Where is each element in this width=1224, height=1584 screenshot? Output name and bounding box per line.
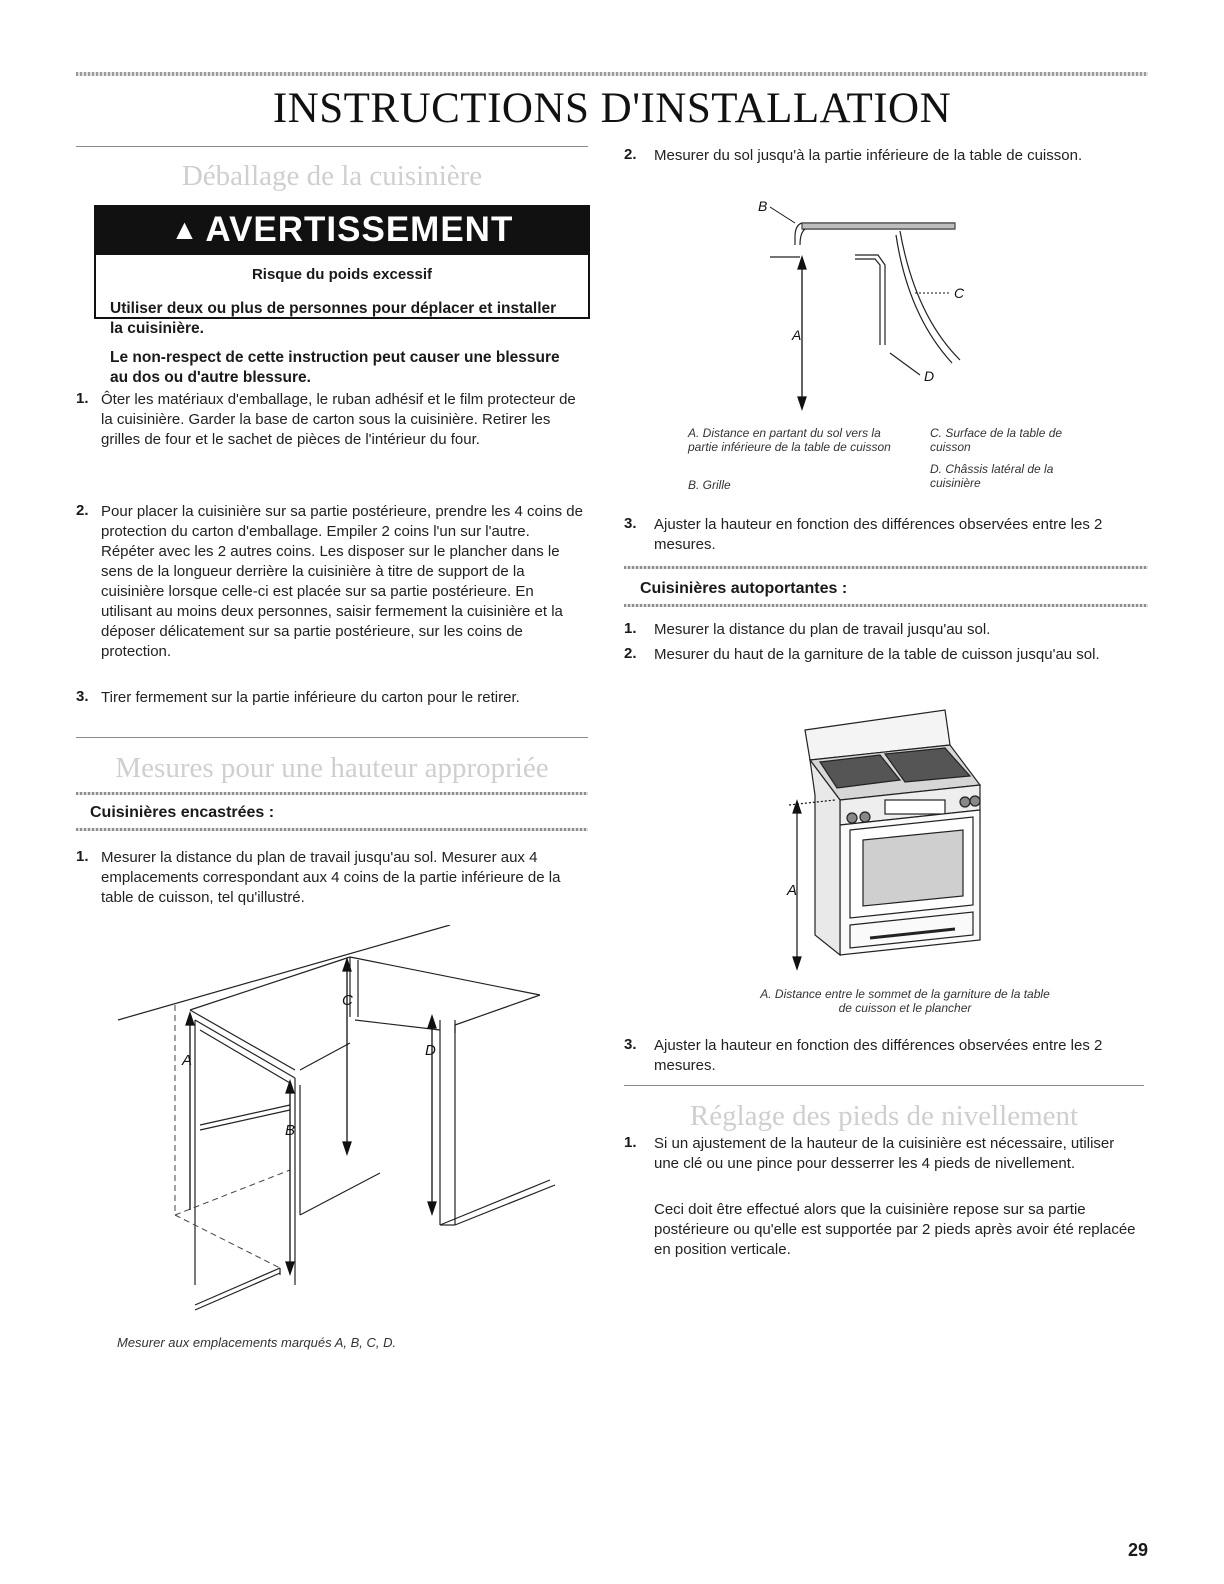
unpack-step-2: Pour placer la cuisinière sur sa partie postérieure, prendre les 4 coins de protection du carton d'emballage. Empiler 2 coins l'un sur l'autre. Répéter avec les 2 autres coins. Les disposer sur le plancher dans le sens de la longueur derrière la cuisinière à titre de support de la cuisinière lorsque celle-ci est placée sur sa partie postérieure. En utilisant au moins deux personnes, saisir fermement la cuisinière et la déposer délicatement sur sa partie postérieure, sur les coins de protection. bbox=[101, 503, 583, 660]
label-b: B bbox=[758, 198, 768, 214]
dotted-rule bbox=[624, 604, 1148, 607]
step-number: 2. bbox=[624, 645, 637, 662]
warning-triangle-icon: ▲ bbox=[170, 214, 200, 245]
label-a: A bbox=[787, 882, 798, 899]
top-rule bbox=[76, 72, 1148, 76]
subheading-built-in: Cuisinières encastrées : bbox=[90, 804, 275, 821]
subheading-freestanding: Cuisinières autoportantes : bbox=[640, 580, 848, 597]
label-d: D bbox=[425, 1042, 436, 1059]
section-rule bbox=[76, 737, 588, 738]
label-a: A bbox=[182, 1052, 193, 1069]
cabinet-measure-figure bbox=[100, 925, 570, 1330]
section-heading-leveling: Réglage des pieds de nivellement bbox=[689, 1100, 1079, 1132]
unpack-step-3: Tirer fermement sur la partie inférieure du carton pour le retirer. bbox=[101, 689, 520, 706]
section-rule bbox=[624, 1085, 1144, 1086]
freestanding-step-2: Mesurer du haut de la garniture de la table de cuisson jusqu'au sol. bbox=[654, 646, 1100, 663]
dotted-rule bbox=[624, 566, 1148, 569]
label-a: A bbox=[792, 327, 802, 343]
step-number: 1. bbox=[624, 620, 637, 637]
figure-caption-range: A. Distance entre le sommet de la garniture de la table de cuisson et le plancher bbox=[760, 987, 1050, 1015]
leveling-step-1: Si un ajustement de la hauteur de la cuisinière est nécessaire, utiliser une clé ou une pince pour desserrer les 4 pieds de nivellement. bbox=[654, 1135, 1115, 1172]
cooktop-section-figure bbox=[740, 195, 990, 415]
figure-caption-cabinet: Mesurer aux emplacements marqués A, B, C, D. bbox=[117, 1335, 397, 1350]
legend-d: D. Châssis latéral de la cuisinière bbox=[930, 462, 1054, 490]
dotted-rule bbox=[76, 792, 588, 795]
section-heading-unpack: Déballage de la cuisinière bbox=[181, 160, 483, 192]
label-b: B bbox=[285, 1122, 296, 1139]
range-figure bbox=[775, 700, 995, 975]
step-number: 2. bbox=[624, 146, 637, 163]
label-c: C bbox=[342, 992, 353, 1009]
warning-label: AVERTISSEMENT bbox=[205, 210, 514, 249]
step-number: 1. bbox=[624, 1134, 637, 1151]
step-number: 1. bbox=[76, 848, 89, 865]
freestanding-step-3: Ajuster la hauteur en fonction des différences observées entre les 2 mesures. bbox=[654, 1037, 1103, 1074]
section-rule bbox=[76, 146, 588, 147]
label-c: C bbox=[954, 285, 965, 301]
built-in-step-1: Mesurer la distance du plan de travail jusqu'au sol. Mesurer aux 4 emplacements correspondant aux 4 coins de la partie inférieure de la table de cuisson, tel qu'illustré. bbox=[101, 849, 561, 906]
warning-header bbox=[94, 205, 590, 255]
label-d: D bbox=[924, 368, 935, 384]
step-number: 3. bbox=[624, 515, 637, 532]
section-heading-measure: Mesures pour une hauteur appropriée bbox=[115, 752, 549, 784]
dotted-rule bbox=[76, 828, 588, 831]
step-number: 3. bbox=[76, 688, 89, 705]
built-in-step-3: Ajuster la hauteur en fonction des différences observées entre les 2 mesures. bbox=[654, 516, 1103, 553]
page-number: 29 bbox=[1127, 1540, 1148, 1560]
freestanding-step-1: Mesurer la distance du plan de travail jusqu'au sol. bbox=[654, 621, 991, 638]
warning-subtitle: Risque du poids excessif bbox=[251, 266, 433, 283]
page-title: INSTRUCTIONS D'INSTALLATION bbox=[272, 85, 952, 132]
legend-a: A. Distance en partant du sol vers la partie inférieure de la table de cuisson bbox=[688, 426, 891, 454]
unpack-step-1: Ôter les matériaux d'emballage, le ruban adhésif et le film protecteur de la cuisinière. Garder la base de carton sous la cuisinière. Retirer les grilles de four et le sachet de pièces de l'intérieur du four. bbox=[101, 391, 576, 448]
warning-line-2: Le non-respect de cette instruction peut causer une blessure au dos ou d'autre blessure. bbox=[110, 349, 560, 386]
built-in-step-2: Mesurer du sol jusqu'à la partie inférieure de la table de cuisson. bbox=[654, 147, 1083, 164]
step-number: 2. bbox=[76, 502, 89, 519]
step-number: 3. bbox=[624, 1036, 637, 1053]
legend-c: C. Surface de la table de cuisson bbox=[930, 426, 1063, 454]
leveling-note: Ceci doit être effectué alors que la cuisinière repose sur sa partie postérieure ou qu'elle est supportée par 2 pieds après avoir été replacée en position verticale. bbox=[654, 1201, 1136, 1258]
warning-line-1: Utiliser deux ou plus de personnes pour déplacer et installer la cuisinière. bbox=[110, 300, 557, 337]
step-number: 1. bbox=[76, 390, 89, 407]
legend-b: B. Grille bbox=[688, 478, 731, 492]
